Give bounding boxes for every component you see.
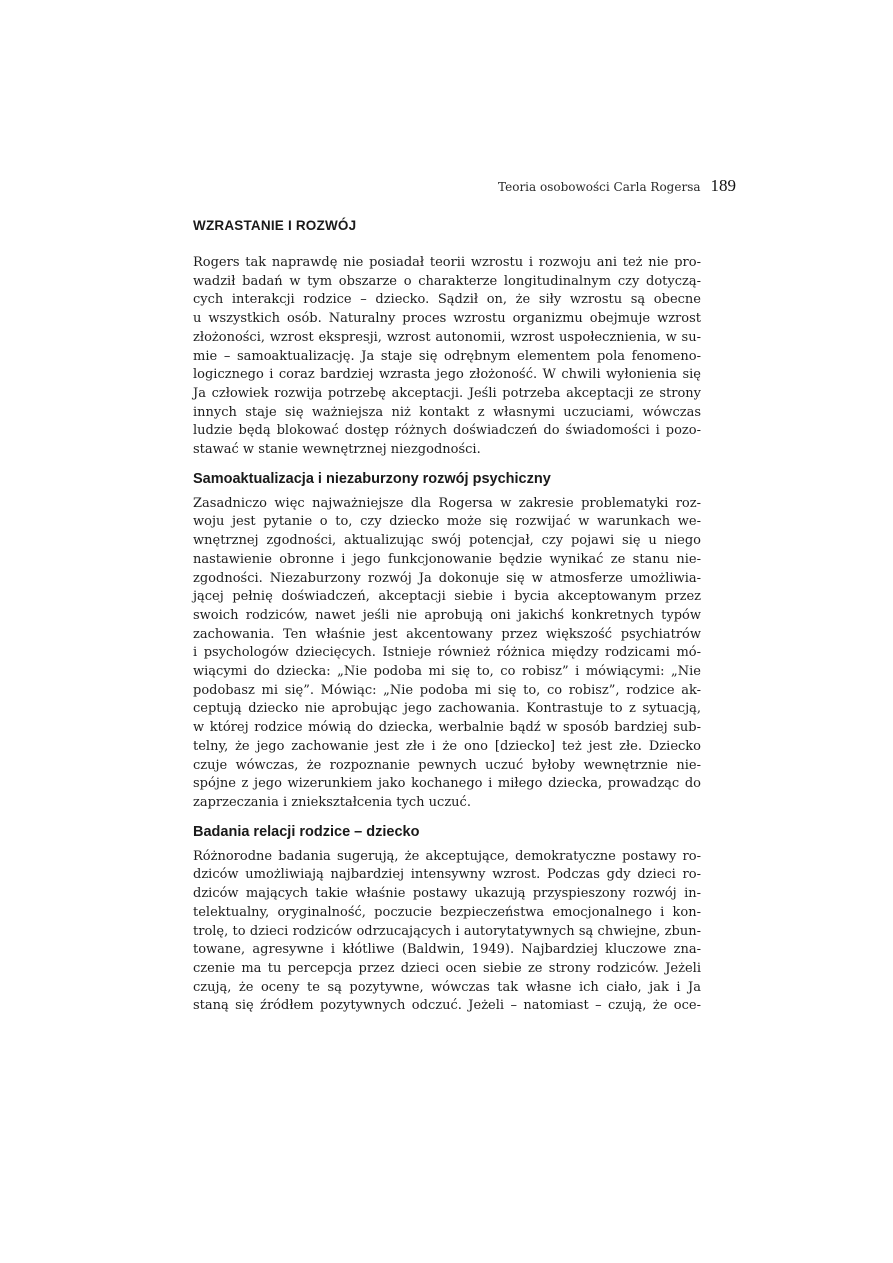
- text-line: innych staje się ważniejsza niż kontakt z własnymi uczuciami, wówczas: [193, 404, 701, 420]
- text-line: zaprzeczania i zniekształcenia tych uczuć.: [193, 794, 471, 810]
- paragraph-self-actualization: [193, 495, 701, 813]
- text-line: telektualny, oryginalność, poczucie bezpieczeństwa emocjonalnego i kon-: [193, 904, 701, 920]
- running-header: [188, 176, 736, 196]
- text-line: towane, agresywne i kłótliwe (Baldwin, 1949). Najbardziej kluczowe zna-: [193, 942, 701, 958]
- text-line: telny, że jego zachowanie jest złe i że ono [dziecko] też jest złe. Dziecko: [193, 738, 701, 754]
- text-line: u wszystkich osób. Naturalny proces wzrostu organizmu obejmuje wzrost: [193, 311, 701, 327]
- text-line: Różnorodne badania sugerują, że akceptujące, demokratyczne postawy ro-: [193, 848, 701, 864]
- text-line: spójne z jego wizerunkiem jako kochanego i miłego dziecka, prowadząc do: [193, 776, 701, 792]
- paragraph-growth: [193, 254, 701, 460]
- text-line: zachowania. Ten właśnie jest akcentowany przez większość psychiatrów: [193, 626, 701, 642]
- page-content: [193, 217, 701, 1024]
- text-line: czuje wówczas, że rozpoznanie pewnych uczuć byłoby wewnętrznie nie-: [193, 757, 701, 773]
- text-line: wnętrznej zgodności, aktualizując swój potencjał, czy pojawi się u niego: [193, 533, 701, 549]
- text-line: ludzie będą blokować dostęp różnych doświadczeń do świadomości i pozo-: [193, 423, 701, 439]
- text-line: wadził badań w tym obszarze o charakterze longitudinalnym czy dotyczą-: [193, 273, 701, 289]
- text-line: czenie ma tu percepcja przez dzieci ocen siebie ze strony rodziców. Jeżeli: [193, 960, 701, 976]
- text-line: swoich rodziców, nawet jeśli nie aprobują oni jakichś konkretnych typów: [193, 607, 701, 623]
- text-line: logicznego i coraz bardziej wzrasta jego złożoność. W chwili wyłonienia się: [193, 367, 701, 383]
- text-line: Rogers tak naprawdę nie posiadał teorii wzrostu i rozwoju ani też nie pro-: [193, 255, 701, 270]
- text-line: cych interakcji rodzice – dziecko. Sądził on, że siły wzrostu są obecne: [193, 292, 701, 308]
- text-line: staną się źródłem pozytywnych odczuć. Jeżeli – natomiast – czują, że oce-: [193, 998, 701, 1014]
- paragraph-parent-child-research: [193, 848, 701, 1016]
- text-line: stawać w stanie wewnętrznej niezgodności.: [193, 442, 481, 458]
- text-line: mie – samoaktualizację. Ja staje się odrębnym elementem pola fenomeno-: [193, 348, 701, 364]
- text-line: Zasadniczo więc najważniejsze dla Rogersa w zakresie problematyki roz-: [193, 495, 701, 511]
- text-line: jącej pełnię doświadczeń, akceptacji siebie i bycia akceptowanym przez: [193, 589, 701, 605]
- text-line: zgodności. Niezaburzony rozwój Ja dokonuje się w atmosferze umożliwia-: [193, 570, 701, 586]
- text-line: w której rodzice mówią do dziecka, werbalnie bądź w sposób bardziej sub-: [193, 720, 701, 736]
- text-line: wiącymi do dziecka: „Nie podoba mi się to, co robisz” i mówiącymi: „Nie: [193, 664, 701, 680]
- text-line: Ja człowiek rozwija potrzebę akceptacji. Jeśli potrzeba akceptacji ze strony: [193, 385, 701, 401]
- section-heading-growth: WZRASTANIE I ROZWÓJ: [193, 218, 357, 233]
- running-title: Teoria osobowości Carla Rogersa: [498, 180, 701, 194]
- text-line: podobasz mi się”. Mówiąc: „Nie podoba mi się to, co robisz”, rodzice ak-: [193, 682, 701, 698]
- text-line: ceptują dziecko nie aprobując jego zachowania. Kontrastuje to z sytuacją,: [193, 701, 701, 717]
- text-line: i psychologów dziecięcych. Istnieje również różnica między rodzicami mó-: [193, 645, 701, 661]
- text-line: trolę, to dzieci rodziców odrzucających i autorytatywnych są chwiejne, zbun-: [193, 923, 701, 939]
- subsection-heading-self-actualization: Samoaktualizacja i niezaburzony rozwój psychiczny: [193, 470, 551, 487]
- text-line: złożoności, wzrost ekspresji, wzrost autonomii, wzrost uspołecznienia, w su-: [193, 329, 701, 345]
- subsection-heading-parent-child-research: Badania relacji rodzice – dziecko: [193, 823, 420, 840]
- text-line: woju jest pytanie o to, czy dziecko może się rozwijać w warunkach we-: [193, 514, 701, 530]
- page-number: 189: [710, 176, 736, 195]
- text-line: nastawienie obronne i jego funkcjonowanie będzie wynikać ze stanu nie-: [193, 551, 701, 567]
- text-line: dziców umożliwiają najbardziej intensywny wzrost. Podczas gdy dzieci ro-: [193, 867, 701, 883]
- text-line: dziców mających takie właśnie postawy ukazują przyspieszony rozwój in-: [193, 886, 701, 902]
- text-line: czują, że oceny te są pozytywne, wówczas tak własne ich ciało, jak i Ja: [193, 979, 701, 995]
